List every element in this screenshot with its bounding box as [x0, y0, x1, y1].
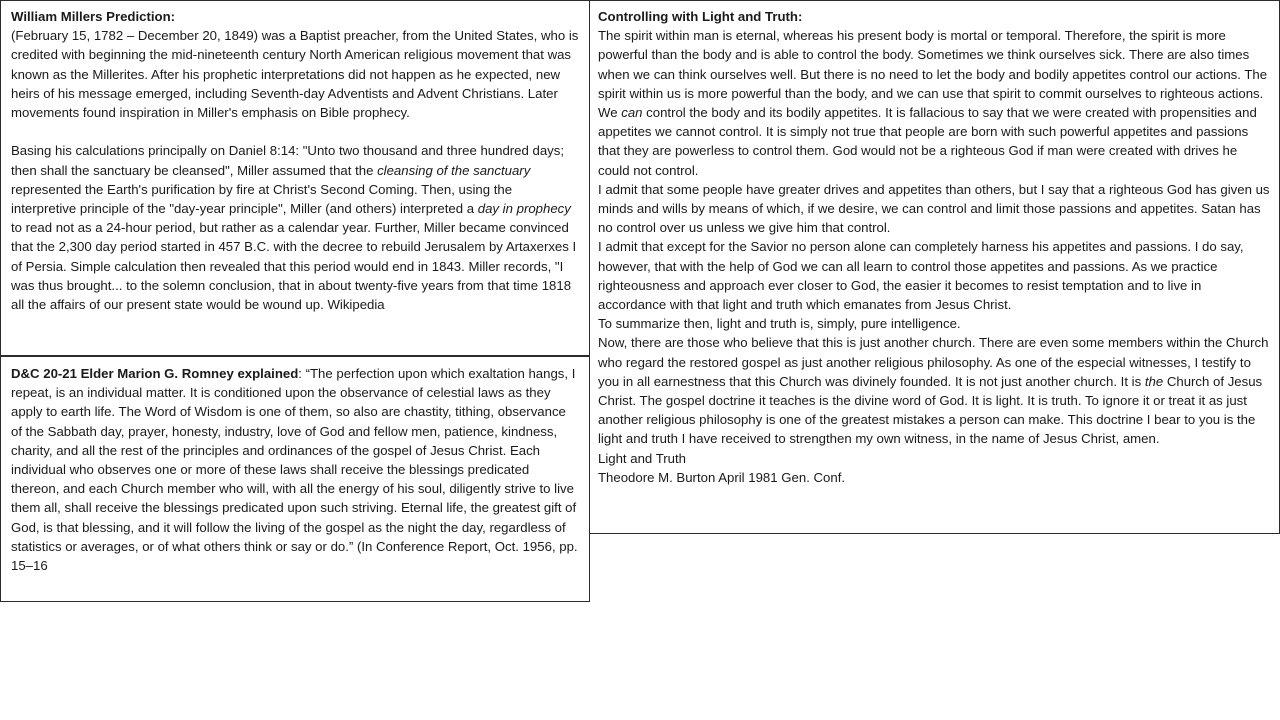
burton-paragraph-5 [598, 333, 1270, 448]
miller-text-box [0, 0, 590, 356]
burton-emphasis-can: can [621, 105, 643, 121]
romney-quote: : “The perfection upon which exaltation hangs, I repeat, is an individual matter. It is conditioned upon the observance of celestial laws as they apply to earth life. The Word of Wisdom is one of them, so also are chastity, tithing, observance of the Sabbath day, prayer, honesty, industry, love of God and fellow men, patience, kindness, charity, and all the rest of the principles and ordinances of the gospel of Jesus Christ. Each individual who observes one or more of these laws shall receive the blessings predicated thereon, and each Church member who will, with all the energy of his soul, diligently strive to live them all, shall receive the blessings predicated upon such striving. Eternal life, the greatest gift of God, is that blessing, and it will follow the living of the gospel as the night the day, regardless of statistics or averages, or of what others think or say or do.” (In Conference Report, Oct. 1956, pp. 15–16 [11, 366, 578, 574]
burton-paragraph-4: To summarize then, light and truth is, simply, pure intelligence. [598, 316, 961, 332]
paragraph-spacer [11, 122, 580, 141]
burton-title: Controlling with Light and Truth: [598, 9, 803, 24]
burton-paragraph-5-part-a: Now, there are those who believe that this is just another church. There are even some members within the Church who regard the restored gospel as just another religious philosophy. As one of the especial witnesses, I testify to you in all earnestness that this Church was divinely founded. It is not just another church. It is [598, 335, 1269, 389]
burton-text-box [590, 0, 1280, 534]
miller-paragraph-2-part-b: represented the Earth's purification by fire at Christ's Second Coming. Then, using the interpretive principle of the "day-year principle", Miller (and others) interpreted a [11, 181, 513, 217]
burton-paragraph-1-part-a: The spirit within man is eternal, whereas his present body is mortal or temporal. Therefore, the spirit is more powerful than the body and is able to control the body. Sometimes we think ourselves sick. There are also times when we can think ourselves well. But there is no need to let the body and bodily appetites control our actions. The spirit within us is more powerful than the body, and we can use that spirit to commit ourselves to righteous actions. We [598, 28, 1268, 121]
burton-paragraph-2: I admit that some people have greater drives and appetites than others, but I say that a righteous God has given us minds and wills by means of which, if we desire, we can control and limit those passions and appetites. Satan has no control over us unless we give him that control. [598, 181, 1270, 236]
burton-paragraph-3: I admit that except for the Savior no person alone can completely harness his appetites and passions. I do say, however, that with the help of God we can all learn to control those appetites and passions. As we practice righteousness and approach ever closer to God, the easier it becomes to resist temptation and to live in accordance with that light and truth which emanates from Jesus Christ. [598, 239, 1244, 313]
burton-source-title: Light and Truth [598, 450, 686, 466]
miller-emphasis-day-in-prophecy: day in prophecy [477, 201, 571, 217]
burton-paragraph-1-part-b: control the body and its bodily appetites. It is fallacious to say that we were created with propensities and appetites we cannot control. It is simply not true that people are born with such powerful appetites and passions that they are powerless to control them. God would not be a righteous God if man were created with drives he could not control. [598, 105, 1257, 178]
romney-title: D&C 20-21 Elder Marion G. Romney explained [11, 366, 299, 381]
burton-source-author: Theodore M. Burton April 1981 Gen. Conf. [598, 469, 846, 485]
miller-emphasis-cleansing: cleansing of the sanctuary [377, 162, 531, 178]
miller-paragraph-2 [11, 141, 580, 314]
romney-paragraph [11, 364, 580, 575]
burton-paragraph-5-part-b: Church of Jesus Christ. The gospel doctrine it teaches is the divine word of God. It is light. It is truth. To ignore it or treat it as just another religious philosophy is one of the greatest mistakes a person can make. This doctrine I bear to you is the light and truth I have received to strengthen my own witness, in the name of Jesus Christ, amen. [598, 373, 1263, 447]
romney-text-box [0, 356, 590, 602]
miller-paragraph-2-part-c: to read not as a 24-hour period, but rather as a calendar year. Further, Miller became convinced that the 2,300 day period started in 457 B.C. with the decree to rebuild Jerusalem by Artaxerxes I of Persia. Simple calculation then revealed that this period would end in 1843. Miller records, "I was thus brought... to the solemn conclusion, that in about twenty-five years from that time 1818 all the affairs of our present state would be wound up. Wikipedia [11, 220, 577, 313]
miller-paragraph-2-part-a: Basing his calculations principally on Daniel 8:14: "Unto two thousand and three hundred days; then shall the sanctuary be cleansed", Miller assumed that the [11, 143, 565, 178]
burton-paragraph-1 [598, 26, 1270, 180]
miller-paragraph-1: (February 15, 1782 – December 20, 1849) was a Baptist preacher, from the United States, who is credited with beginning the mid-nineteenth century North American religious movement that was known as the Millerites. After his prophetic interpretations did not happen as he expected, new heirs of his message emerged, including Seventh-day Adventists and Advent Christians. Later movements found inspiration in Miller's emphasis on Bible prophecy. [11, 28, 579, 121]
burton-emphasis-the: the [1144, 373, 1164, 389]
miller-title: William Millers Prediction: [11, 9, 176, 24]
